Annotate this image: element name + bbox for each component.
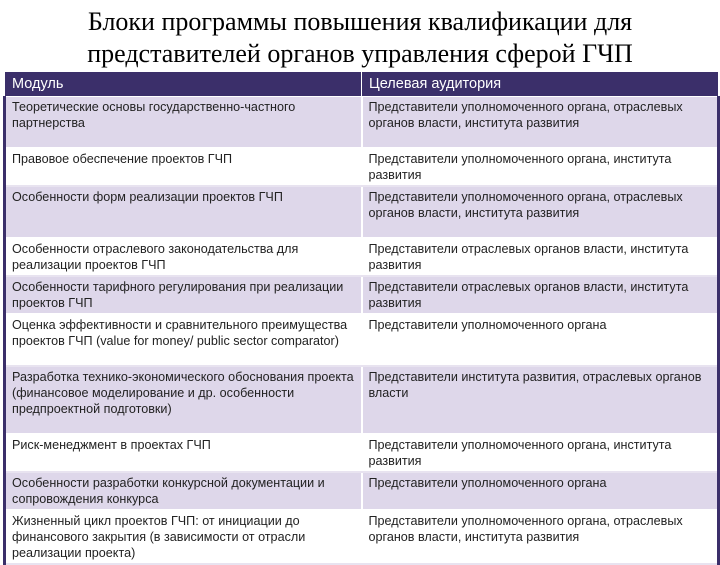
program-table-container — [3, 71, 717, 560]
module-cell: Оценка эффективности и сравнительного преимущества проектов ГЧП (value for money/ public sector comparator) — [5, 314, 362, 366]
audience-cell: Представители уполномоченного органа — [362, 472, 719, 510]
audience-cell: Представители отраслевых органов власти, института развития — [362, 276, 719, 314]
slide-title-line2: представителей органов управления сферой ГЧП — [87, 39, 633, 68]
table-row — [5, 510, 719, 564]
module-cell: Особенности тарифного регулирования при реализации проектов ГЧП — [5, 276, 362, 314]
table-row — [5, 434, 719, 472]
module-cell: Особенности отраслевого законодательства для реализации проектов ГЧП — [5, 238, 362, 276]
slide-title-line1: Блоки программы повышения квалификации для — [87, 7, 633, 36]
column-header-audience: Целевая аудитория — [362, 72, 719, 97]
table-row — [5, 238, 719, 276]
table-row — [5, 472, 719, 510]
column-header-module: Модуль — [5, 72, 362, 97]
module-cell: Особенности форм реализации проектов ГЧП — [5, 186, 362, 238]
module-cell: Теоретические основы государственно-частного партнерства — [5, 97, 362, 149]
table-row — [5, 148, 719, 186]
table-header-row — [5, 72, 719, 97]
program-table — [3, 71, 720, 565]
table-row — [5, 186, 719, 238]
audience-cell: Представители уполномоченного органа — [362, 314, 719, 366]
audience-cell: Представители уполномоченного органа, отраслевых органов власти, института развития — [362, 97, 719, 149]
audience-cell: Представители уполномоченного органа, отраслевых органов власти, института развития — [362, 186, 719, 238]
audience-cell: Представители уполномоченного органа, института развития — [362, 434, 719, 472]
audience-cell: Представители уполномоченного органа, отраслевых органов власти, института развития — [362, 510, 719, 564]
module-cell: Правовое обеспечение проектов ГЧП — [5, 148, 362, 186]
audience-cell: Представители уполномоченного органа, института развития — [362, 148, 719, 186]
module-cell: Риск-менеджмент в проектах ГЧП — [5, 434, 362, 472]
module-cell: Жизненный цикл проектов ГЧП: от инициации до финансового закрытия (в зависимости от отрасли реализации проекта) — [5, 510, 362, 564]
module-cell: Особенности разработки конкурсной документации и сопровождения конкурса — [5, 472, 362, 510]
table-row — [5, 97, 719, 149]
table-row — [5, 276, 719, 314]
table-row — [5, 366, 719, 434]
audience-cell: Представители отраслевых органов власти, института развития — [362, 238, 719, 276]
audience-cell: Представители института развития, отраслевых органов власти — [362, 366, 719, 434]
table-row — [5, 314, 719, 366]
module-cell: Разработка технико-экономического обоснования проекта (финансовое моделирование и др. особенности предпроектной подготовки) — [5, 366, 362, 434]
slide-title — [0, 6, 720, 70]
